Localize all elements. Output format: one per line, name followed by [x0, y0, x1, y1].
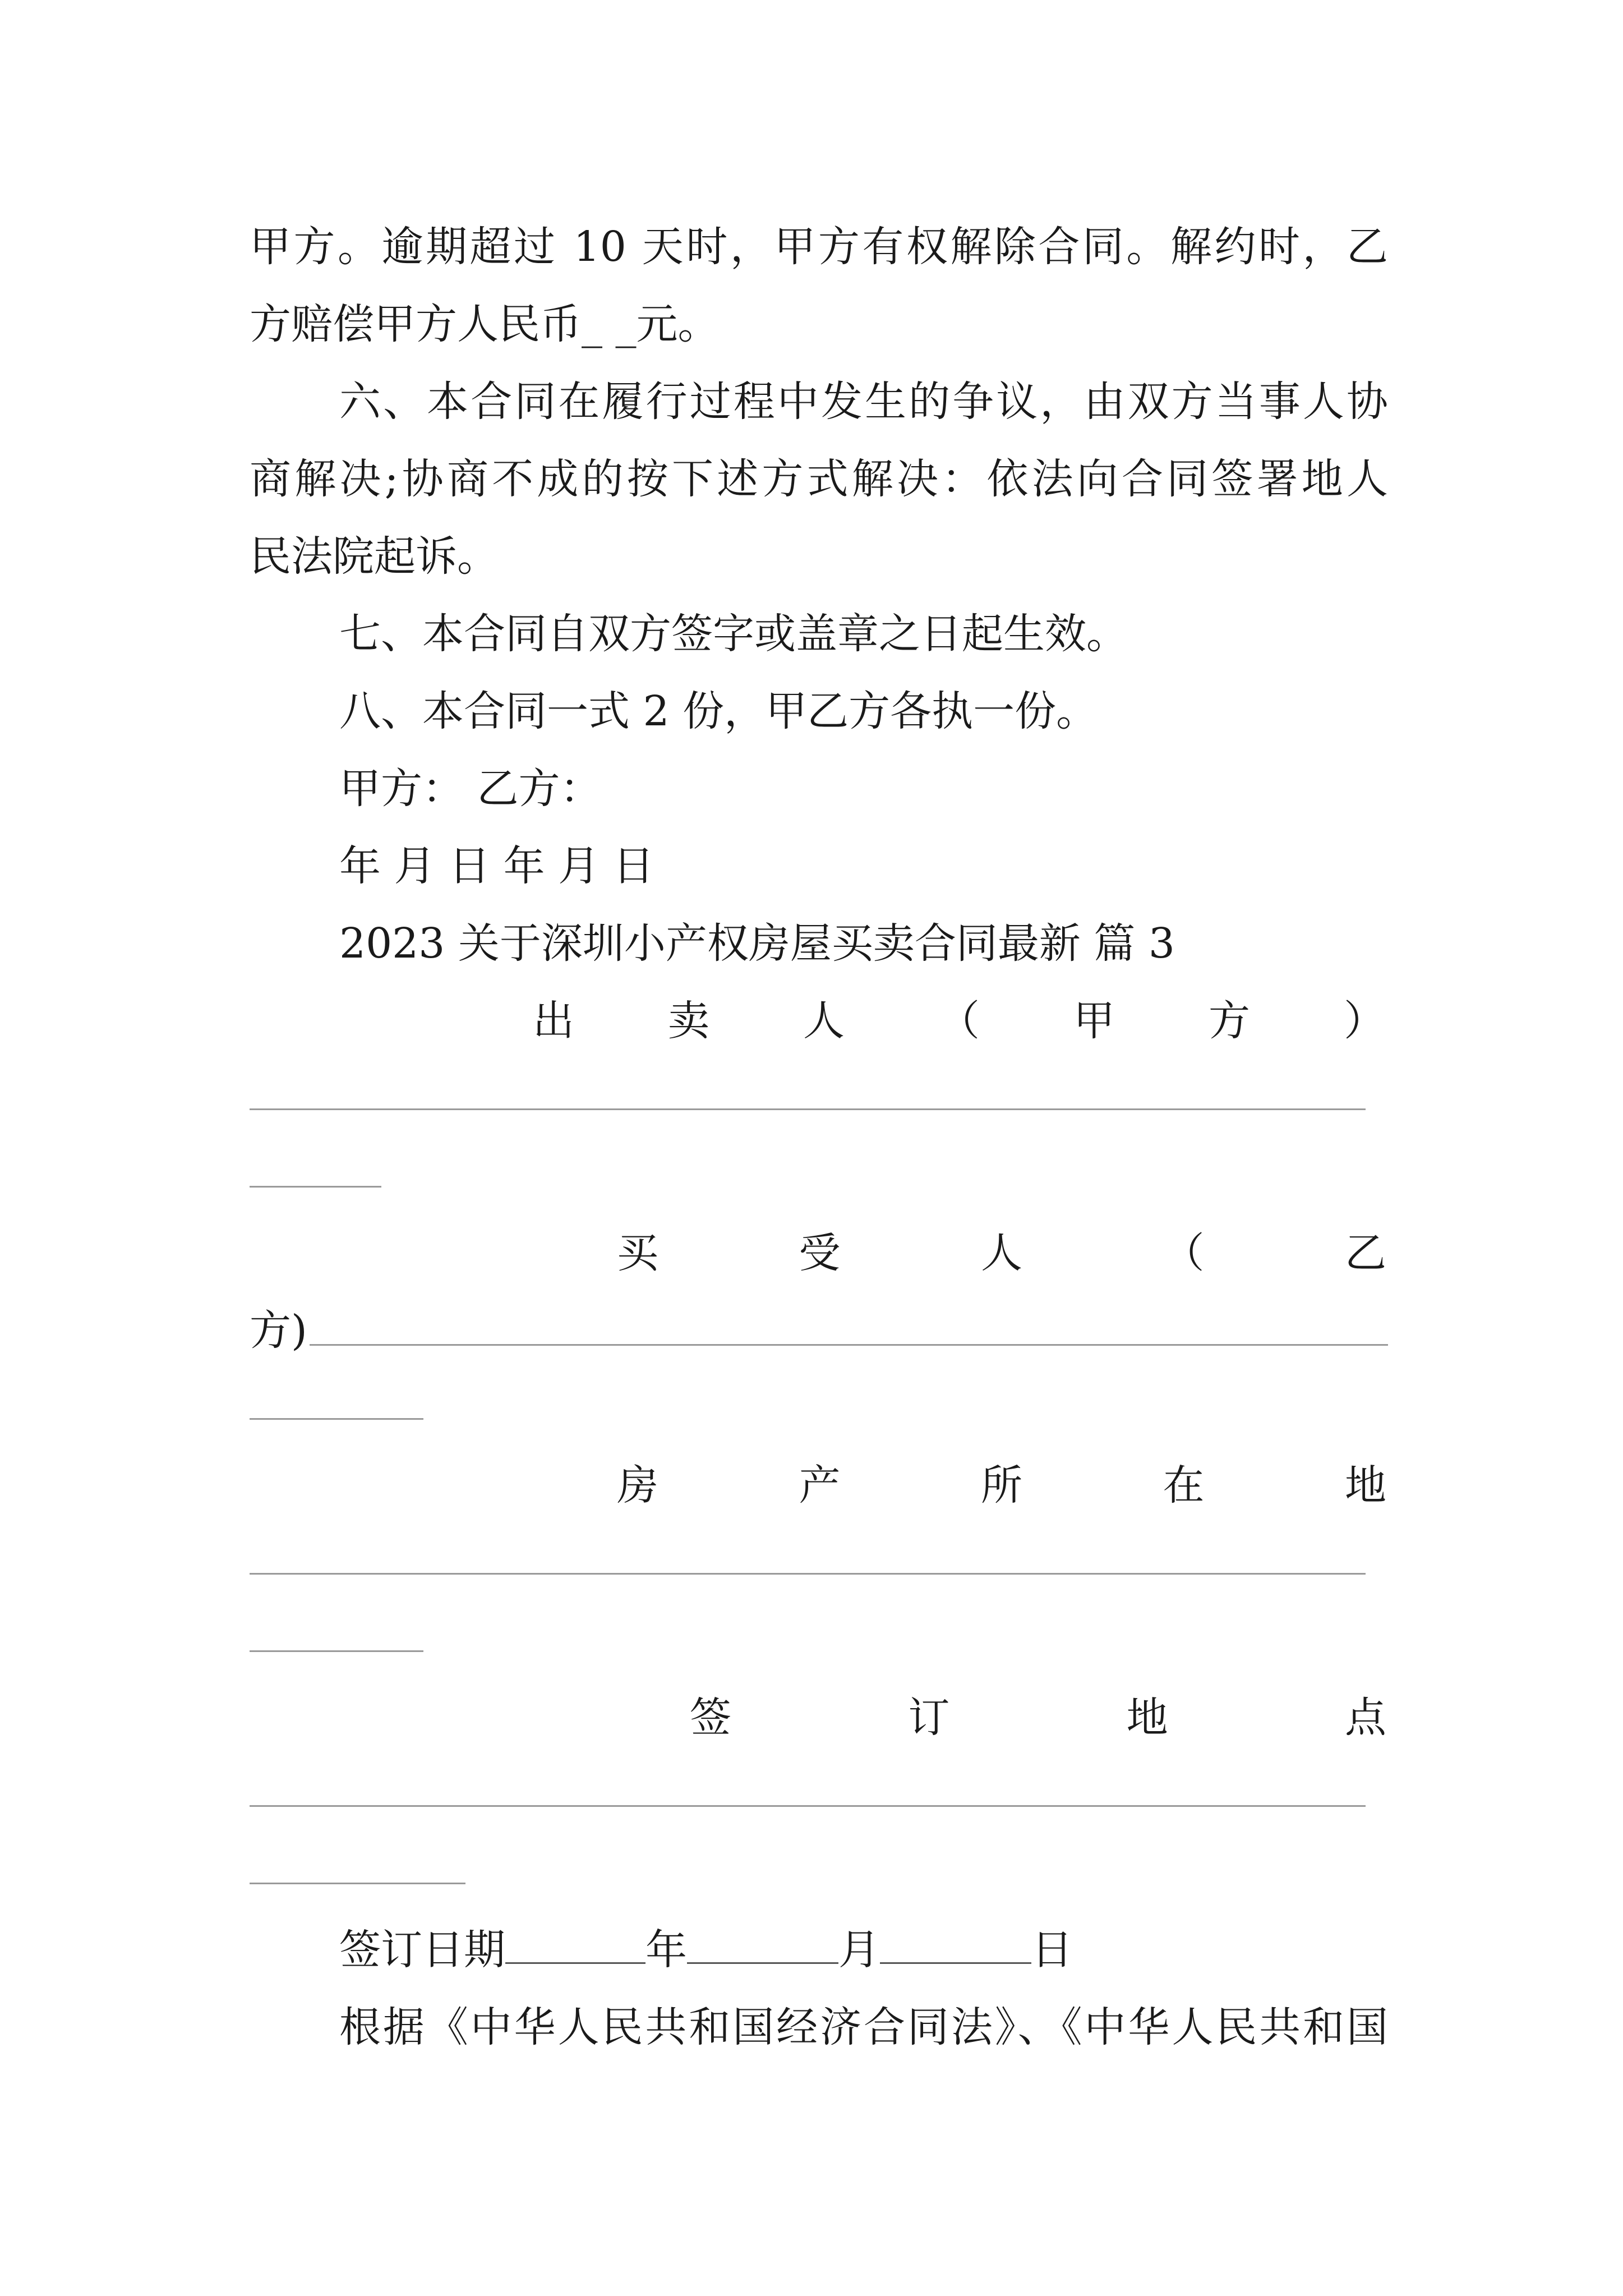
paragraph-line: 根据《中华人民共和国经济合同法》、《中华人民共和国 [339, 2003, 1388, 2051]
buyer-char: （ [1163, 1229, 1205, 1277]
seller-char: 人 [803, 997, 845, 1045]
seller-char: 方 [1209, 997, 1250, 1045]
seller-char: ） [1344, 997, 1385, 1045]
date-signature-line: 年 月 日 年 月 日 [339, 842, 654, 890]
sign-place-char: 点 [1344, 1694, 1386, 1742]
seller-blank-line-end [250, 1186, 381, 1188]
seller-char: （ [938, 997, 980, 1045]
property-char: 产 [799, 1461, 841, 1510]
month-label: 月 [838, 1926, 880, 1974]
paragraph-line: 七、本合同自双方签字或盖章之日起生效。 [339, 610, 1128, 658]
signing-place-row [690, 1679, 1386, 1756]
property-char: 房 [617, 1461, 658, 1510]
year-blank [505, 1925, 645, 1964]
buyer-char: 受 [799, 1229, 841, 1277]
property-blank-line-end [250, 1650, 423, 1652]
signing-date-label: 签订日期 [339, 1926, 505, 1974]
sign-place-char: 地 [1126, 1694, 1168, 1742]
seller-label-row [533, 982, 1385, 1060]
year-label: 年 [645, 1926, 687, 1974]
seller-char: 出 [533, 997, 574, 1045]
paragraph-line: 民法院起诉。 [250, 532, 499, 581]
month-blank [687, 1925, 838, 1964]
party-signature-line: 甲方： 乙方： [339, 765, 602, 813]
buyer-blank-line-end [250, 1418, 423, 1420]
buyer-char: 买 [617, 1229, 658, 1277]
property-char: 所 [981, 1461, 1022, 1510]
seller-char: 甲 [1073, 997, 1115, 1045]
paragraph-line: 六、本合同在履行过程中发生的争议，由双方当事人协 [339, 378, 1388, 426]
buyer-char: 乙 [1345, 1229, 1386, 1277]
signing-date-line [339, 1911, 1388, 1989]
paragraph-line: 甲方。逾期超过 10 天时，甲方有权解除合同。解约时，乙 [250, 223, 1388, 271]
property-blank-line [250, 1573, 1366, 1575]
day-blank [880, 1925, 1031, 1964]
day-label: 日 [1031, 1926, 1073, 1974]
buyer-char: 人 [981, 1229, 1022, 1277]
property-char: 地 [1345, 1461, 1386, 1510]
buyer-blank-line [250, 1292, 1388, 1369]
buyer-label-row [617, 1214, 1386, 1292]
seller-char: 卖 [668, 997, 709, 1045]
buyer-tail: 方) [250, 1306, 307, 1355]
property-location-row [617, 1447, 1386, 1524]
signing-place-blank-line-end [250, 1883, 465, 1884]
paragraph-line: 八、本合同一式 2 份，甲乙方各执一份。 [339, 687, 1098, 735]
paragraph-line: 商解决;协商不成的按下述方式解决：依法向合同签署地人 [250, 455, 1388, 503]
property-char: 在 [1163, 1461, 1205, 1510]
sign-place-char: 签 [690, 1694, 731, 1742]
signing-place-blank-line [250, 1805, 1366, 1807]
paragraph-line: 方赔偿甲方人民币_ _元。 [250, 300, 720, 348]
section-heading: 2023 关于深圳小产权房屋买卖合同最新 篇 3 [339, 919, 1175, 968]
seller-blank-line [250, 1108, 1366, 1110]
buyer-fill-rule [310, 1344, 1388, 1346]
sign-place-char: 订 [908, 1694, 950, 1742]
